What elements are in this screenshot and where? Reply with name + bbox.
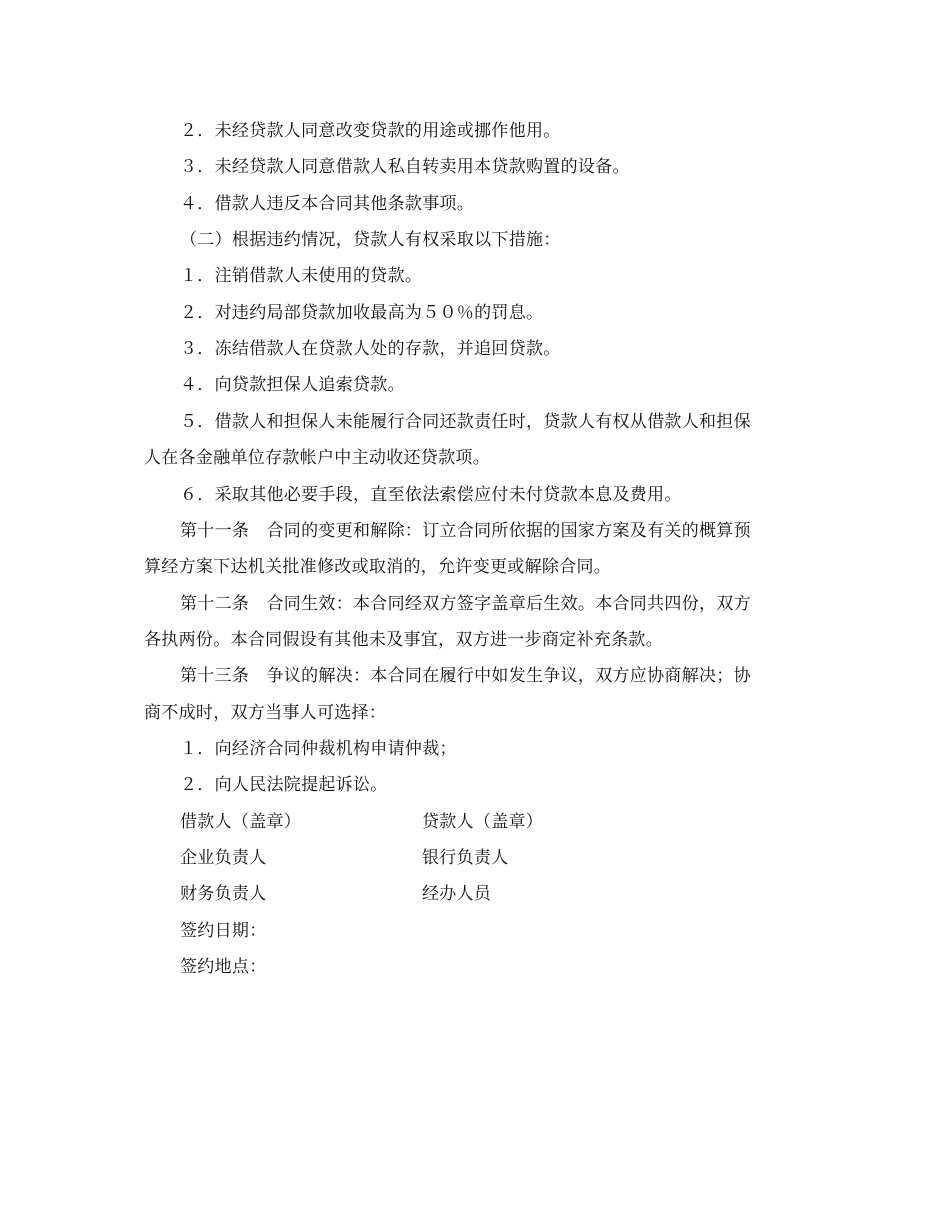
- dispute-option-1: １．向经济合同仲裁机构申请仲裁；: [180, 739, 457, 759]
- measure-item-4: ４．向贷款担保人追索贷款。: [180, 375, 405, 395]
- article-12-line-1: 第十二条 合同生效：本合同经双方签字盖章后生效。本合同共四份，双方: [180, 594, 751, 614]
- article-11-line-2: 算经方案下达机关批准修改或取消的，允许变更或解除合同。: [144, 557, 612, 577]
- article-13-line-2: 商不成时，双方当事人可选择：: [144, 703, 387, 723]
- signature-borrower: 借款人（盖章）: [180, 812, 302, 832]
- clause-item-2: ２．未经贷款人同意改变贷款的用途或挪作他用。: [180, 121, 561, 141]
- measure-item-5-continued: 人在各金融单位存款帐户中主动收还贷款项。: [144, 448, 490, 468]
- measure-item-1: １．注销借款人未使用的贷款。: [180, 266, 423, 286]
- article-12-line-2: 各执两份。本合同假设有其他未及事宜，双方进一步商定补充条款。: [144, 630, 663, 650]
- article-13-line-1: 第十三条 争议的解决：本合同在履行中如发生争议，双方应协商解决；协: [180, 666, 751, 686]
- clause-item-3: ３．未经贷款人同意借款人私自转卖用本贷款购置的设备。: [180, 157, 630, 177]
- measure-item-2: ２．对违约局部贷款加收最高为５０％的罚息。: [180, 303, 544, 323]
- measure-item-5: ５．借款人和担保人未能履行合同还款责任时，贷款人有权从借款人和担保: [180, 412, 751, 432]
- sign-place-label: 签约地点：: [180, 957, 267, 977]
- signature-bank-head: 银行负责人: [422, 848, 509, 868]
- signature-handler: 经办人员: [422, 884, 492, 904]
- sign-date-label: 签约日期：: [180, 921, 267, 941]
- signature-enterprise-head: 企业负责人: [180, 848, 267, 868]
- article-11-line-1: 第十一条 合同的变更和解除：订立合同所依据的国家方案及有关的概算预: [180, 521, 751, 541]
- measure-item-6: ６．采取其他必要手段，直至依法索偿应付未付贷款本息及费用。: [180, 485, 682, 505]
- measures-heading: （二）根据违约情况，贷款人有权采取以下措施：: [180, 230, 561, 250]
- signature-finance-head: 财务负责人: [180, 884, 267, 904]
- measure-item-3: ３．冻结借款人在贷款人处的存款，并追回贷款。: [180, 339, 561, 359]
- signature-lender: 贷款人（盖章）: [422, 812, 544, 832]
- dispute-option-2: ２．向人民法院提起诉讼。: [180, 775, 388, 795]
- clause-item-4: ４．借款人违反本合同其他条款事项。: [180, 194, 475, 214]
